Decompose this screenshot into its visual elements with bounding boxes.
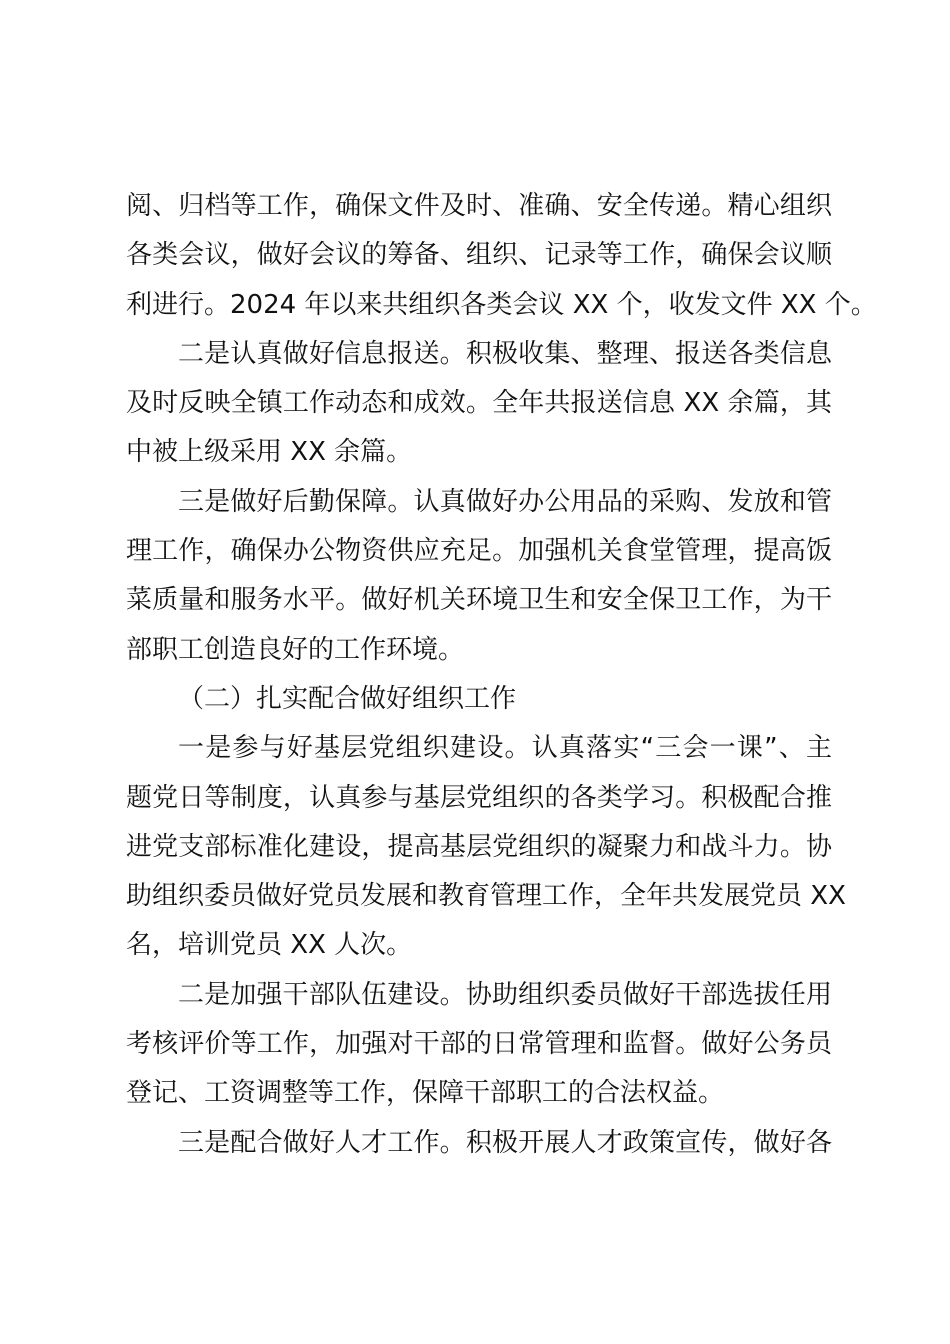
paragraph-first-line: 二是加强干部队伍建设。协助组织委员做好干部选拔任用 <box>178 979 832 1010</box>
paragraph-first-line: 二是认真做好信息报送。积极收集、整理、报送各类信息 <box>178 338 832 369</box>
document-body <box>126 182 877 1168</box>
section-heading: （二）扎实配合做好组织工作 <box>178 683 517 714</box>
paragraph-first-line: 三是做好后勤保障。认真做好办公用品的采购、发放和管 <box>178 486 832 517</box>
body-line: 登记、工资调整等工作，保障干部职工的合法权益。 <box>126 1078 725 1109</box>
paragraph-first-line: 三是配合做好人才工作。积极开展人才政策宣传，做好各 <box>178 1127 832 1158</box>
body-line: 题党日等制度，认真参与基层党组织的各类学习。积极配合推 <box>126 782 832 813</box>
body-line: 各类会议，做好会议的筹备、组织、记录等工作，确保会议顺 <box>126 240 832 271</box>
body-line: 利进行。2024 年以来共组织各类会议 XX 个，收发文件 XX 个。 <box>126 289 877 320</box>
body-line: 进党支部标准化建设，提高基层党组织的凝聚力和战斗力。协 <box>126 831 832 862</box>
body-line: 阅、归档等工作，确保文件及时、准确、安全传递。精心组织 <box>126 191 832 221</box>
body-line: 理工作，确保办公物资供应充足。加强机关食堂管理，提高饭 <box>126 536 832 567</box>
paragraph-first-line: 一是参与好基层党组织建设。认真落实“三会一课”、主 <box>178 733 832 764</box>
body-line: 助组织委员做好党员发展和教育管理工作，全年共发展党员 XX <box>126 881 846 912</box>
body-line: 及时反映全镇工作动态和成效。全年共报送信息 XX 余篇，其 <box>126 388 832 419</box>
body-line: 名，培训党员 XX 人次。 <box>126 930 413 961</box>
body-line: 考核评价等工作，加强对干部的日常管理和监督。做好公务员 <box>126 1029 832 1060</box>
body-line: 中被上级采用 XX 余篇。 <box>126 437 413 468</box>
body-line: 菜质量和服务水平。做好机关环境卫生和安全保卫工作，为干 <box>126 585 832 616</box>
body-line: 部职工创造良好的工作环境。 <box>126 634 465 665</box>
